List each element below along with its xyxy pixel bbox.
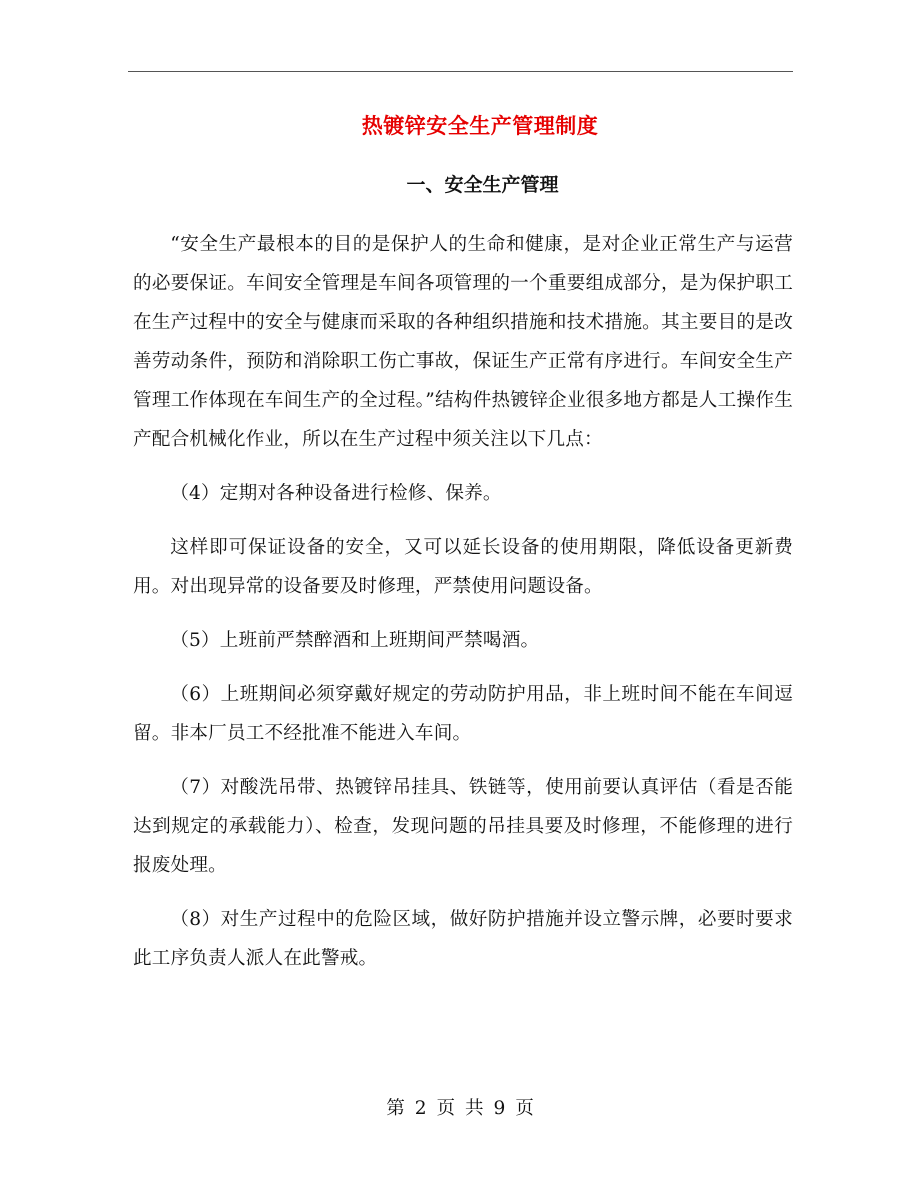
intro-paragraph: “安全生产最根本的目的是保护人的生命和健康，是对企业正常生产与运营的必要保证。车间安全管理是车间各项管理的一个重要组成部分，是为保护职工在生产过程中的安全与健康而采取的各种组织措施和技术措施。其主要目的是改善劳动条件，预防和消除职工伤亡事故，保证生产正常有序进行。车间安全生产管理工作体现在车间生产的全过程。”结构件热镀锌企业很多地方都是人工操作生产配合机械化作业，所以在生产过程中须关注以下几点： <box>133 234 793 450</box>
item-4-detail-paragraph: 这样即可保证设备的安全，又可以延长设备的使用期限，降低设备更新费用。对出现异常的设备要及时修理，严禁使用问题设备。 <box>133 537 793 597</box>
document-title: 热镀锌安全生产管理制度 <box>361 113 599 138</box>
document-body <box>133 225 793 978</box>
page-number-footer: 第 2 页 共 9 页 <box>386 1098 534 1119</box>
item-4-paragraph: （4）定期对各种设备进行检修、保养。 <box>170 483 502 504</box>
header-rule <box>128 71 793 72</box>
section-heading: 一、安全生产管理 <box>406 174 559 196</box>
item-6-paragraph: （6）上班期间必须穿戴好规定的劳动防护用品，非上班时间不能在车间逗留。非本厂员工不经批准不能进入车间。 <box>133 684 793 744</box>
item-7-paragraph: （7）对酸洗吊带、热镀锌吊挂具、铁链等，使用前要认真评估（看是否能达到规定的承载能力）、检查，发现问题的吊挂具要及时修理，不能修理的进行报废处理。 <box>133 777 793 876</box>
item-8-paragraph: （8）对生产过程中的危险区域，做好防护措施并设立警示牌，必要时要求此工序负责人派人在此警戒。 <box>133 909 793 969</box>
item-5-paragraph: （5）上班前严禁醉酒和上班期间严禁喝酒。 <box>170 630 540 651</box>
